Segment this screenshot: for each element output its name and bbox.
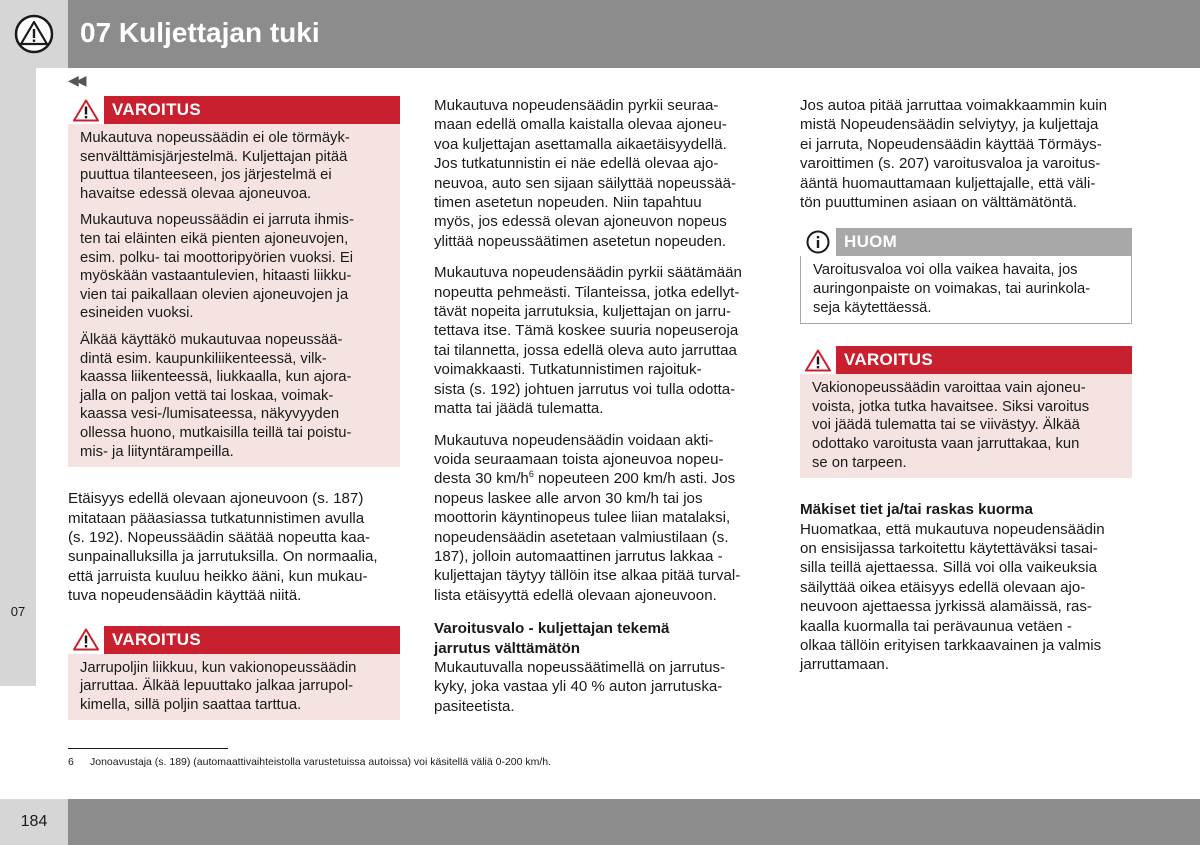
warning-paragraph: Mukautuva nopeussäädin ei ole törmäyk- senvälttämisjärjestelmä. Kuljettajan pitää puuttua tilanteeseen, jos järjestelmä ei havaitse edessä olevaa ajoneuvoa. — [80, 130, 350, 202]
warning-body — [800, 374, 1132, 478]
section-heading: Varoitusvalo - kuljettajan tekemä jarrutus välttämätön — [434, 620, 670, 657]
body-paragraph: Mukautuva nopeudensäädin pyrkii säätämään nopeutta pehmeästi. Tilanteissa, jotka edellyt- tävät nopeita jarrutuksia, kuljettajan on jarru- tettava itse. Tämä koskee suuria nopeuseroja tai tilannetta, jossa edellä oleva auto jarruttaa voimakkaasti. Tutkatunnistimen rajoituk- sista (s. 192) johtuen jarrutus voi tulla odotta- matta tai jäädä tulematta. — [434, 264, 742, 418]
warning-paragraph: Mukautuva nopeussäädin ei jarruta ihmis- ten tai eläinten eikä pienten ajoneuvojen, esim. polku- tai moottoripyörien vuoksi. Ei myöskään vastaantulevien, hitaasti liikku- vien tai paikallaan olevien ajoneuvojen ja esineiden vuoksi. — [80, 212, 354, 322]
warning-triangle-icon — [68, 626, 104, 654]
column-3 — [800, 96, 1132, 687]
note-header — [800, 228, 1132, 256]
warning-paragraph: Vakionopeussäädin varoittaa vain ajoneu- voista, jotka tutka havaitsee. Siksi varoitus voi jäädä tulematta tai se viivästyy. Älkää odottako varoitusta vaan jarruttakaa, kun se on tarpeen. — [812, 380, 1090, 471]
warning-label: VAROITUS — [112, 629, 201, 649]
chapter-tab — [0, 68, 36, 686]
warning-box — [68, 96, 400, 467]
warning-label: VAROITUS — [844, 350, 933, 370]
warning-box — [68, 626, 400, 721]
footnote-number: 6 — [68, 756, 74, 768]
body-paragraph: Jos autoa pitää jarruttaa voimakkaammin kuin mistä Nopeudensäädin selviytyy, ja kuljettaja ei jarruta, Nopeudensäädin käyttää Törmäys- varoittimen (s. 207) varoitusvaloa ja varoitus- ääntä huomauttamaan kuljettajalle, että väli- tön puuttuminen asiaan on välttämätöntä. — [800, 97, 1108, 212]
footnote-rule — [68, 748, 228, 749]
warning-paragraph: Jarrupoljin liikkuu, kun vakionopeussäädin jarruttaa. Älkää lepuuttako jalkaa jarrupol- kimella, sillä poljin saattaa tarttua. — [80, 659, 357, 713]
warning-triangle-icon — [800, 346, 836, 374]
body-paragraph: Mukautuva nopeudensäädin voidaan akti- voida seuraamaan toista ajoneuvoa nopeu- desta 30 $km/h^6$ nopeuteen 200 km/h asti. Jos nopeus laskee alle arvon 30 km/h tai jos moottorin käyntinopeus tulee liian matalaksi, nopeudensäädin asetetaan valmiustilaan (s. 187), jolloin automaattinen jarrutus lakkaa - kuljettajan täytyy tällöin itse alkaa pitää turval- lista etäisyyttä edellä olevaan ajoneuvoon. — [434, 431, 741, 604]
chapter-tab-label: 07 — [10, 604, 26, 619]
warning-triangle-icon — [68, 96, 104, 124]
warning-label: VAROITUS — [112, 100, 201, 119]
column-1 — [68, 96, 400, 742]
column-2 — [434, 96, 774, 728]
header-icon-box — [0, 0, 68, 68]
info-icon — [800, 228, 836, 256]
body-paragraph: Etäisyys edellä olevaan ajoneuvoon (s. 187) mitataan pääasiassa tutkatunnistimen avulla (s. 192). Nopeussäädin säätää nopeutta kaa- sunpainalluksilla ja jarrutuksilla. On normaalia, että jarruista kuuluu heikko ääni, kun mukau- tuva nopeudensäädin käyttää niitä. — [68, 490, 378, 605]
warning-paragraph: Älkää käyttäkö mukautuvaa nopeussää- dintä esim. kaupunkiliikenteessä, vilk- kaassa liikenteessä, liukkaalla, kun ajora- jalla on paljon vettä tai loskaa, voimak- kaassa vesi-/lumisateessa, näkyvyyden ollessa huono, mutkaisilla teillä tai poistu- mis- ja liityntärampeilla. — [80, 331, 352, 460]
section-heading: Mäkiset tiet ja/tai raskas kuorma — [800, 501, 1033, 519]
body-paragraph: Mukautuva nopeudensäädin pyrkii seuraa- maan edellä omalla kaistalla olevaa ajoneu- voa kuljettajan asettamalla aikaetäisyydellä. Jos tutkatunnistin ei näe edellä olevaa ajo- neuvoa, auto sen sijaan säilyttää nopeussää- timen asetetun nopeuden. Niin tapahtuu myös, jos edessä olevan ajoneuvon nopeus ylittää nopeussäätimen asetetun nopeuden. — [434, 97, 737, 250]
warning-triangle-circle-icon — [14, 14, 54, 54]
note-paragraph: Varoitusvaloa voi olla vaikea havaita, jos auringonpaiste on voimakas, tai aurinkola- seja käytettäessä. — [813, 262, 1091, 316]
warning-box — [800, 346, 1132, 478]
warning-body — [68, 654, 400, 721]
body-paragraph: Mukautuvalla nopeussäätimellä on jarrutus- kyky, joka vastaa yli 40 % auton jarrutuska- pasiteetista. — [434, 658, 726, 715]
page-header — [0, 0, 1200, 68]
warning-body — [68, 124, 400, 467]
back-arrows-icon: ◀◀ — [68, 72, 84, 88]
warning-header — [800, 346, 1132, 374]
page-footer — [0, 799, 1200, 845]
warning-header — [68, 96, 400, 124]
warning-header — [68, 626, 400, 654]
page-number: 184 — [20, 813, 48, 830]
footnote — [68, 756, 551, 768]
footnote-ref: 6 — [528, 469, 534, 480]
page-title: 07 Kuljettajan tuki — [80, 17, 320, 48]
note-label: HUOM — [844, 232, 898, 252]
body-paragraph: Huomatkaa, että mukautuva nopeudensäädin on ensisijassa tarkoitettu käytettäväksi tasai- silla teillä ajettaessa. Sillä voi olla vaikeuksia säilyttää oikea etäisyys edellä olevaan ajo- neuvoon ajettaessa jyrkissä alamäissä, ras- kaalla kuormalla tai perävaunua vetäen - olkaa tällöin erityisen tarkkaavainen ja valmis jarruttamaan. — [800, 520, 1105, 674]
note-body — [800, 256, 1132, 324]
note-box — [800, 228, 1132, 324]
page-number-box — [0, 799, 68, 845]
footnote-text: Jonoavustaja (s. 189) (automaattivaihteistolla varustetuissa autoissa) voi käsitellä väliä 0-200 km/h. — [90, 756, 552, 768]
